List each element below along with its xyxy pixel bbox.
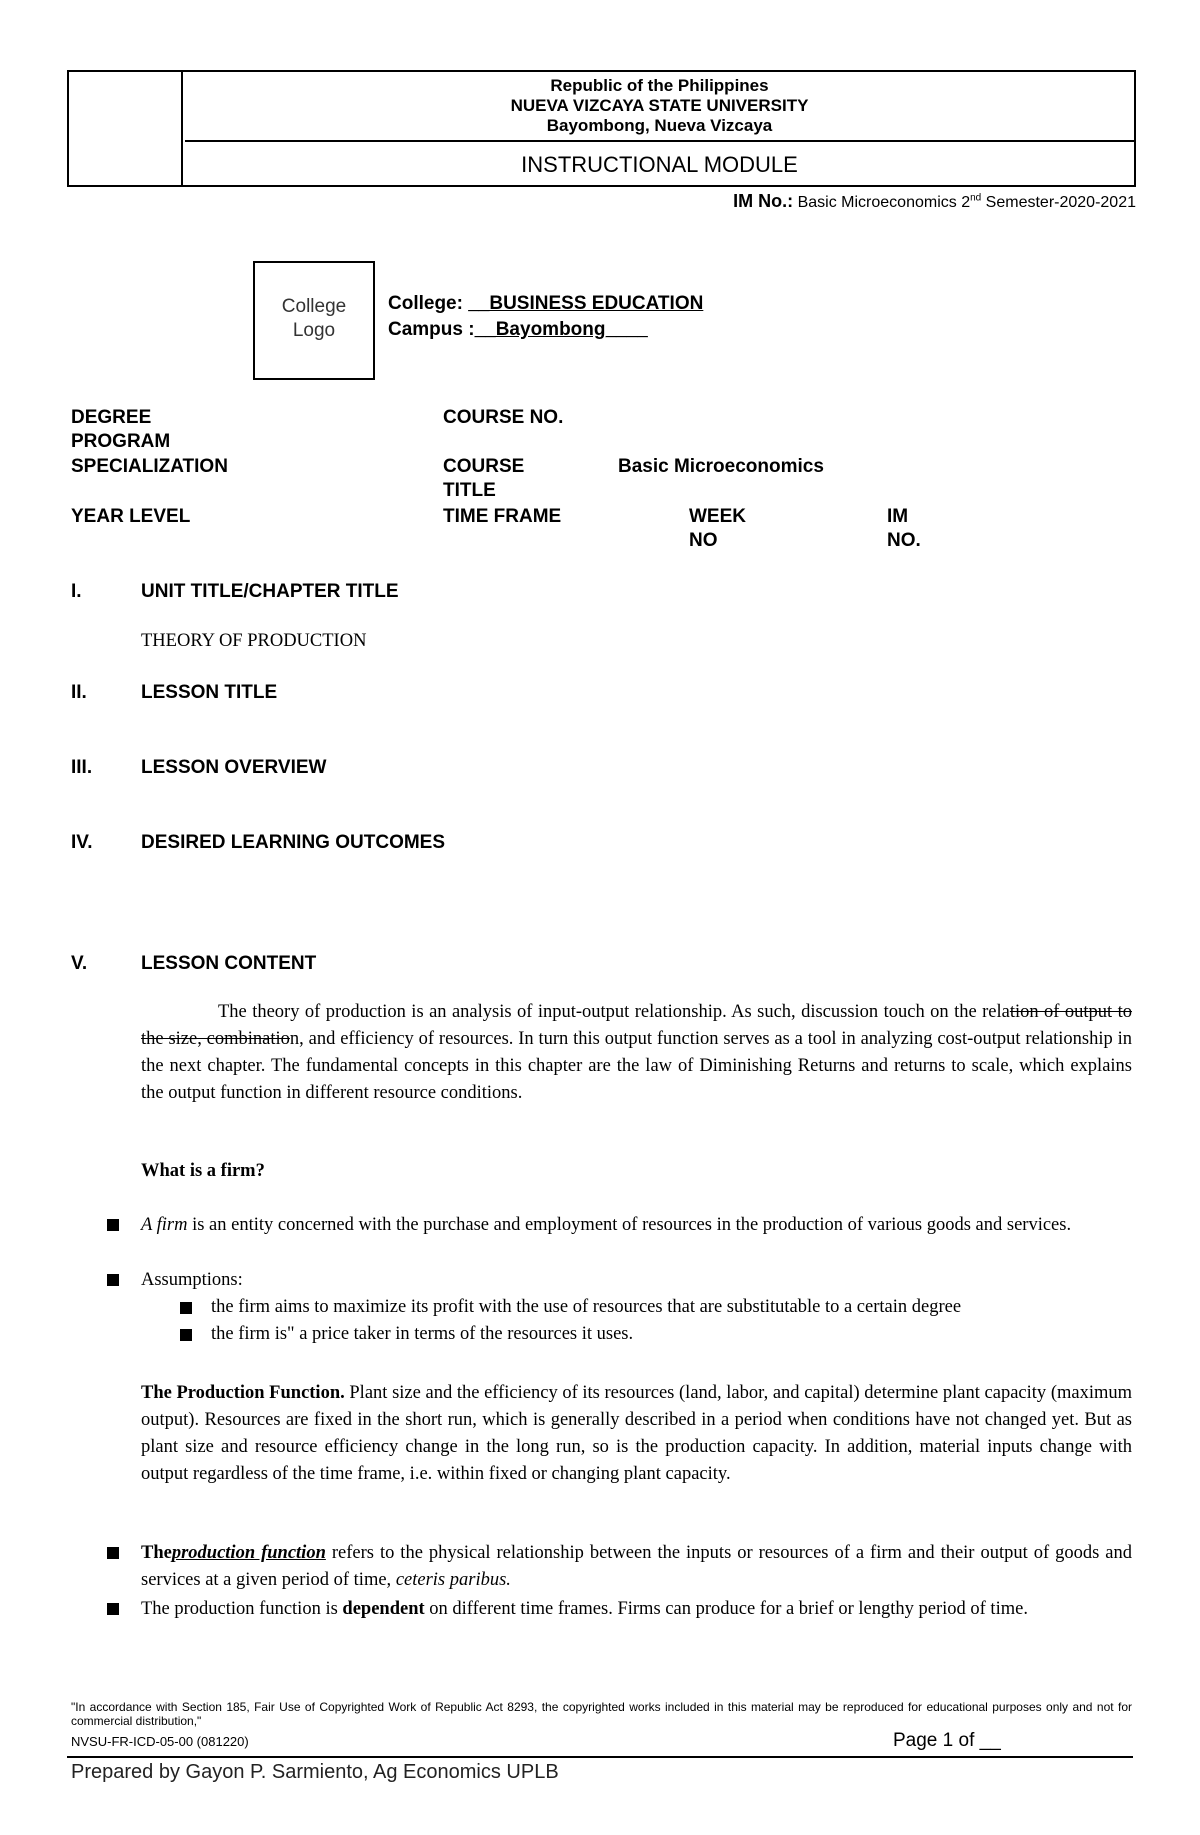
pf-the: The [141, 1543, 172, 1563]
section-number: V. [71, 953, 88, 974]
course-title-value: Basic Microeconomics [618, 456, 824, 477]
production-function-paragraph [141, 1380, 1132, 1488]
specialization-label: SPECIALIZATION [71, 456, 228, 477]
firm-heading: What is a firm? [141, 1161, 265, 1181]
pf-dependency-bold: dependent [342, 1599, 425, 1619]
course-no-label: COURSE NO. [443, 407, 564, 428]
production-function-heading: The Production Function. [141, 1383, 345, 1403]
campus-label: Campus : [388, 319, 475, 340]
form-code: NVSU-FR-ICD-05-00 (081220) [71, 1734, 249, 1749]
pf-ceteris: ceteris paribus. [395, 1570, 511, 1590]
im-no-label: IM NO. [887, 506, 921, 551]
header-university: NUEVA VIZCAYA STATE UNIVERSITY [510, 96, 809, 115]
firm-term: A firm [141, 1215, 188, 1235]
section-number: III. [71, 757, 93, 778]
im-number [733, 191, 1136, 212]
intro-text-b: n, and efficiency of resources. In turn this output function serves as a tool in analyzing cost-output relationship in the next chapter. The fundamental concepts in this chapter are the law of Diminishing Returns and returns to scale, which explains the output function in different resource conditions. [141, 1029, 1132, 1103]
assumptions-label: Assumptions: [141, 1270, 243, 1290]
header-institution [185, 72, 1134, 142]
page-number: Page 1 of __ [893, 1730, 1001, 1751]
logo-line2: Logo [292, 320, 336, 341]
im-value-post: Semester-2020-2021 [981, 194, 1136, 211]
section-label: LESSON CONTENT [141, 953, 317, 974]
college-info [388, 291, 703, 343]
section-number: II. [71, 682, 87, 703]
module-title: INSTRUCTIONAL MODULE [521, 152, 798, 177]
year-level-label: YEAR LEVEL [71, 506, 191, 527]
pf-definition-text: refers to the physical relationship between the inputs or resources of a firm and their output of goods and services at a given period of time, [141, 1543, 1132, 1590]
im-label: IM No.: [733, 191, 794, 211]
prepared-by: Prepared by Gayon P. Sarmiento, Ag Economics UPLB [71, 1761, 559, 1783]
assumption-2: the firm is" a price taker in terms of the resources it uses. [211, 1324, 634, 1344]
college-logo-placeholder [253, 261, 375, 380]
bullet-square-icon [107, 1274, 119, 1286]
college-value: __BUSINESS EDUCATION [468, 293, 704, 314]
intro-text-a: The theory of production is an analysis of input-output relationship. As such, discussion touch on the rela [218, 1002, 1010, 1022]
bullet-square-icon [180, 1329, 192, 1341]
footer-rule [67, 1756, 1133, 1758]
section-number: I. [71, 581, 82, 602]
header-table [67, 70, 1136, 187]
pf-dependency-a: The production function is [141, 1599, 343, 1619]
section-label: DESIRED LEARNING OUTCOMES [141, 832, 446, 853]
im-value-pre: Basic Microeconomics 2 [793, 194, 971, 211]
pf-dependency-b: on different time frames. Firms can produce for a brief or lengthy period of time. [424, 1599, 1028, 1619]
time-frame-label: TIME FRAME [443, 506, 562, 527]
header-blank-cell [69, 72, 183, 185]
firm-definition-text: is an entity concerned with the purchase and employment of resources in the production of various goods and services. [187, 1215, 1072, 1235]
section-label: UNIT TITLE/CHAPTER TITLE [141, 581, 399, 602]
degree-program-label: DEGREE PROGRAM [71, 407, 171, 452]
section-label: LESSON TITLE [141, 682, 278, 703]
production-function-body: Plant size and the efficiency of its resources (land, labor, and capital) determine plant capacity (maximum output). Resources are fixed in the short run, which is generally described in a period when conditions have not changed yet. But as plant size and resource efficiency change in the long run, so is the production capacity. In addition, material inputs change with output regardless of the time frame, i.e. within fixed or changing plant capacity. [141, 1383, 1132, 1484]
intro-paragraph [141, 999, 1132, 1107]
copyright-notice: "In accordance with Section 185, Fair Use of Copyrighted Work of Republic Act 8293, the copyrighted works included in this material may be reproduced for educational purposes only and not for commercial distribution," [71, 1700, 1132, 1728]
bullet-square-icon [180, 1302, 192, 1314]
campus-value: __Bayombong____ [474, 319, 648, 340]
section-label: LESSON OVERVIEW [141, 757, 327, 778]
logo-line1: College [281, 296, 347, 317]
campus-line [388, 317, 703, 343]
section-number: IV. [71, 832, 93, 853]
im-sup: nd [970, 192, 982, 204]
assumption-1: the firm aims to maximize its profit with the use of resources that are substitutable to a certain degree [211, 1297, 962, 1317]
intro-struck-text: tion of output to the size, combinatio [141, 1002, 1132, 1049]
bullet-square-icon [107, 1219, 119, 1231]
firm-definition [141, 1212, 1116, 1239]
course-title-label: COURSE TITLE [443, 456, 525, 501]
chapter-title: THEORY OF PRODUCTION [141, 631, 367, 651]
production-function-definition [141, 1540, 1132, 1594]
week-no-label: WEEK NO [689, 506, 746, 551]
college-line [388, 291, 703, 317]
bullet-square-icon [107, 1547, 119, 1559]
production-function-dependency [141, 1596, 1132, 1623]
header-location: Bayombong, Nueva Vizcaya [546, 116, 773, 135]
pf-term: production function [171, 1543, 326, 1563]
header-republic: Republic of the Philippines [550, 76, 769, 95]
college-label: College: [388, 293, 463, 314]
bullet-square-icon [107, 1603, 119, 1615]
